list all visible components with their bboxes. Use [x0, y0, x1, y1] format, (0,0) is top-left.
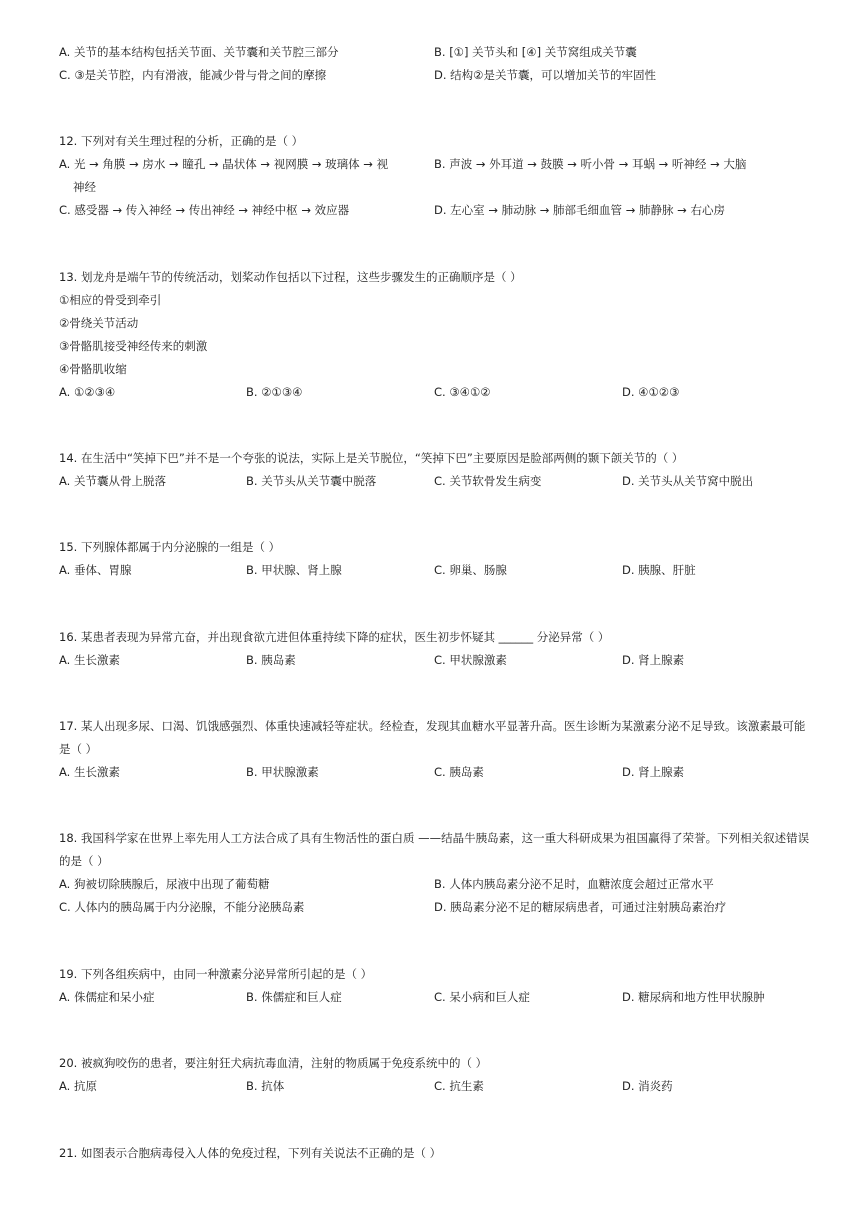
q18-stem: 18. 我国科学家在世界上率先用人工方法合成了具有生物活性的蛋白质 ——结晶牛胰岛素，这一重大科研成果为祖国赢得了荣誉。下列相关叙述错误 [59, 831, 810, 845]
q12-option-a-continued: 神经 [73, 180, 96, 194]
q11-option-d[interactable]: D. 结构②是关节囊，可以增加关节的牢固性 [434, 68, 656, 82]
q14-stem: 14. 在生活中“笑掉下巴”并不是一个夸张的说法，实际上是关节脱位，“笑掉下巴”主要原因是脸部两侧的颞下颌关节的（ ） [59, 451, 684, 465]
q18-option-c[interactable]: C. 人体内的胰岛属于内分泌腺，不能分泌胰岛素 [59, 900, 305, 914]
q17-option-a[interactable]: A. 生长激素 [59, 765, 120, 779]
q15-option-c[interactable]: C. 卵巢、肠腺 [434, 563, 507, 577]
q12-option-c[interactable]: C. 感受器 → 传入神经 → 传出神经 → 神经中枢 → 效应器 [59, 203, 350, 217]
q21-stem: 21. 如图表示合胞病毒侵入人体的免疫过程，下列有关说法不正确的是（ ） [59, 1146, 442, 1160]
q13-stem: 13. 划龙舟是端午节的传统活动，划桨动作包括以下过程，这些步骤发生的正确顺序是（ ） [59, 270, 522, 284]
q18-option-a[interactable]: A. 狗被切除胰腺后，尿液中出现了葡萄糖 [59, 877, 270, 891]
q12-stem: 12. 下列对有关生理过程的分析，正确的是（ ） [59, 134, 304, 148]
q16-stem: 16. 某患者表现为异常亢奋，并出现食欲亢进但体重持续下降的症状，医生初步怀疑其 ______ 分泌异常（ ） [59, 630, 610, 644]
q15-option-b[interactable]: B. 甲状腺、肾上腺 [246, 563, 342, 577]
q14-option-c[interactable]: C. 关节软骨发生病变 [434, 474, 542, 488]
q12-option-b[interactable]: B. 声波 → 外耳道 → 鼓膜 → 听小骨 → 耳蜗 → 听神经 → 大脑 [434, 157, 747, 171]
q13-option-d[interactable]: D. ④①②③ [622, 385, 680, 399]
q16-option-b[interactable]: B. 胰岛素 [246, 653, 296, 667]
q12-option-a[interactable]: A. 光 → 角膜 → 房水 → 瞳孔 → 晶状体 → 视网膜 → 玻璃体 → 视 [59, 157, 389, 171]
q19-option-d[interactable]: D. 糖尿病和地方性甲状腺肿 [622, 990, 765, 1004]
q20-option-c[interactable]: C. 抗生素 [434, 1079, 484, 1093]
q13-option-a[interactable]: A. ①②③④ [59, 385, 116, 399]
q15-stem: 15. 下列腺体都属于内分泌腺的一组是（ ） [59, 540, 281, 554]
q16-option-c[interactable]: C. 甲状腺激素 [434, 653, 507, 667]
q13-option-b[interactable]: B. ②①③④ [246, 385, 303, 399]
q20-option-a[interactable]: A. 抗原 [59, 1079, 97, 1093]
q17-option-d[interactable]: D. 肾上腺素 [622, 765, 685, 779]
q15-option-d[interactable]: D. 胰腺、肝脏 [622, 563, 696, 577]
q13-step-3: ③骨骼肌接受神经传来的刺激 [59, 339, 208, 353]
q13-step-1: ①相应的骨受到牵引 [59, 293, 162, 307]
q14-option-d[interactable]: D. 关节头从关节窝中脱出 [622, 474, 754, 488]
q17-option-b[interactable]: B. 甲状腺激素 [246, 765, 319, 779]
q11-option-a[interactable]: A. 关节的基本结构包括关节面、关节囊和关节腔三部分 [59, 45, 339, 59]
q16-option-d[interactable]: D. 肾上腺素 [622, 653, 685, 667]
q20-option-b[interactable]: B. 抗体 [246, 1079, 285, 1093]
q12-option-d[interactable]: D. 左心室 → 肺动脉 → 肺部毛细血管 → 肺静脉 → 右心房 [434, 203, 725, 217]
q19-option-a[interactable]: A. 侏儒症和呆小症 [59, 990, 155, 1004]
q17-option-c[interactable]: C. 胰岛素 [434, 765, 484, 779]
q20-stem: 20. 被疯狗咬伤的患者，要注射狂犬病抗毒血清，注射的物质属于免疫系统中的（ ） [59, 1056, 488, 1070]
q19-option-b[interactable]: B. 侏儒症和巨人症 [246, 990, 342, 1004]
q17-stem: 17. 某人出现多尿、口渴、饥饿感强烈、体重快速减轻等症状。经检查，发现其血糖水平显著升高。医生诊断为某激素分泌不足导致。该激素最可能 [59, 719, 806, 733]
q13-option-c[interactable]: C. ③④①② [434, 385, 491, 399]
q16-option-a[interactable]: A. 生长激素 [59, 653, 120, 667]
q18-stem-continued: 的是（ ） [59, 854, 109, 868]
q20-option-d[interactable]: D. 消炎药 [622, 1079, 673, 1093]
q11-option-c[interactable]: C. ③是关节腔，内有滑液，能减少骨与骨之间的摩擦 [59, 68, 327, 82]
q11-option-b[interactable]: B. [①] 关节头和 [④] 关节窝组成关节囊 [434, 45, 637, 59]
q19-option-c[interactable]: C. 呆小病和巨人症 [434, 990, 530, 1004]
q17-stem-continued: 是（ ） [59, 742, 98, 756]
q13-step-2: ②骨绕关节活动 [59, 316, 139, 330]
q18-option-d[interactable]: D. 胰岛素分泌不足的糖尿病患者，可通过注射胰岛素治疗 [434, 900, 727, 914]
q14-option-a[interactable]: A. 关节囊从骨上脱落 [59, 474, 166, 488]
q14-option-b[interactable]: B. 关节头从关节囊中脱落 [246, 474, 377, 488]
q19-stem: 19. 下列各组疾病中，由同一种激素分泌异常所引起的是（ ） [59, 967, 373, 981]
q13-step-4: ④骨骼肌收缩 [59, 362, 127, 376]
q18-option-b[interactable]: B. 人体内胰岛素分泌不足时，血糖浓度会超过正常水平 [434, 877, 714, 891]
q15-option-a[interactable]: A. 垂体、胃腺 [59, 563, 132, 577]
